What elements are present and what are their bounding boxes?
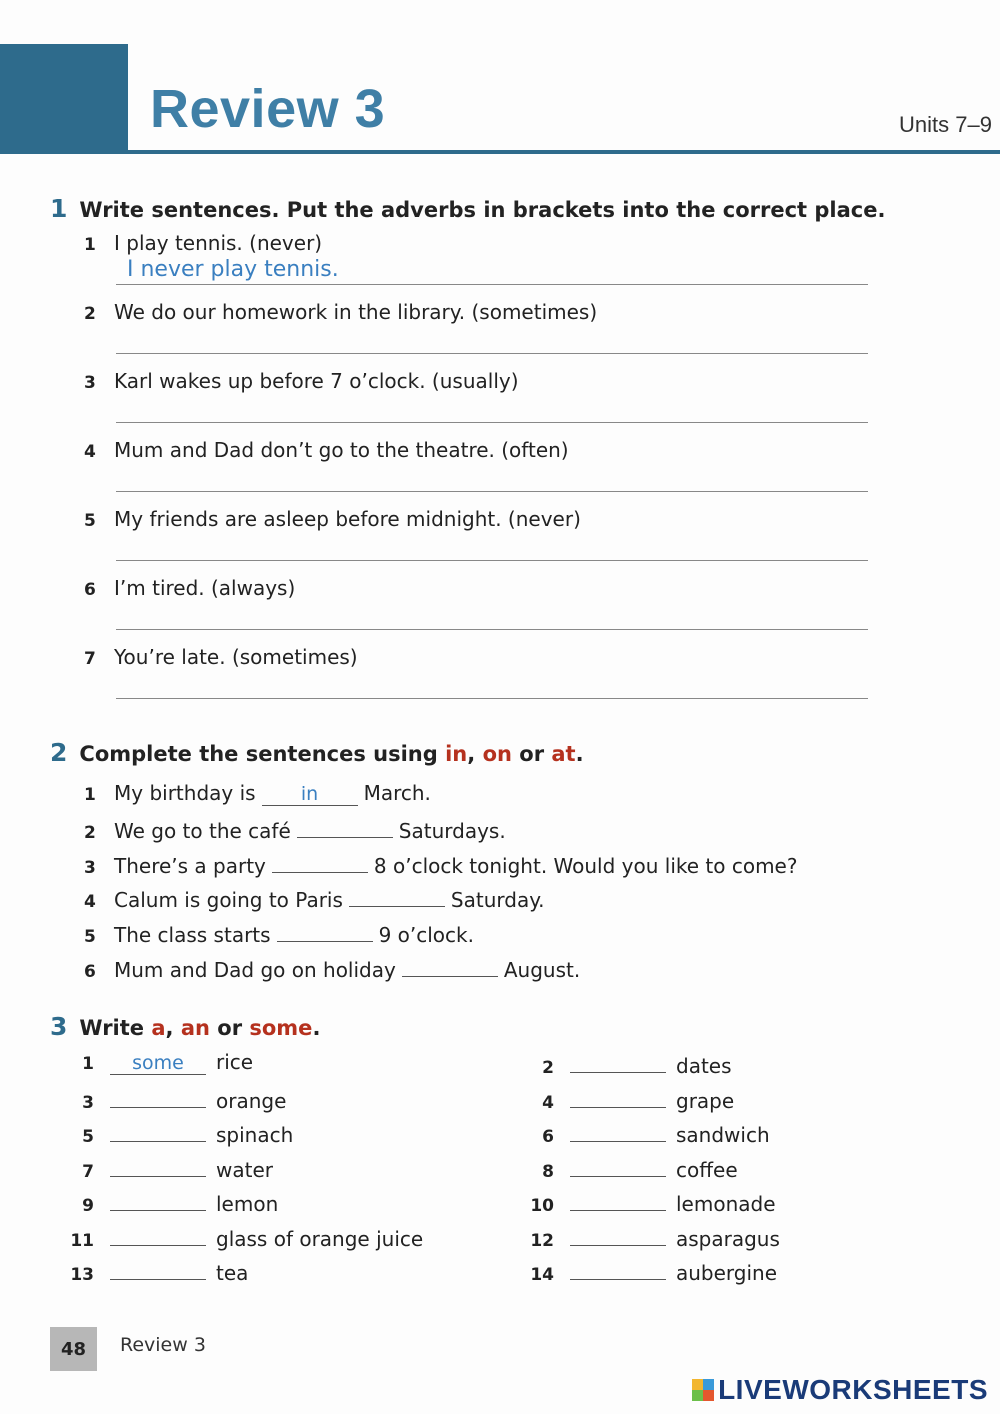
ex1-prompt: You’re late. (sometimes) <box>114 645 358 669</box>
ex3-item: 11 glass of orange juice <box>64 1223 423 1251</box>
ex1-answer-line-4[interactable] <box>116 491 868 492</box>
brand-name: LIVEWORKSHEETS <box>718 1374 988 1405</box>
ex1-item: 4 Mum and Dad don’t go to the theatre. (often) <box>84 438 569 462</box>
exercise-2-number: 2 <box>50 738 68 767</box>
ex1-answer-line-7[interactable] <box>116 698 868 699</box>
ex3-blank-5[interactable] <box>110 1119 206 1142</box>
ex2-item: 3 There’s a party 8 o’clock tonight. Would you like to come? <box>84 850 797 878</box>
ex1-item: 7 You’re late. (sometimes) <box>84 645 358 669</box>
ex1-item: 6 I’m tired. (always) <box>84 576 296 600</box>
ex3-item: 2 dates <box>524 1050 732 1078</box>
ex3-item: 4 grape <box>524 1085 734 1113</box>
header-divider <box>0 150 1000 154</box>
header-tab-block <box>0 44 128 150</box>
ex3-blank-12[interactable] <box>570 1223 666 1246</box>
units-label: Units 7–9 <box>899 112 992 137</box>
ex2-item: 5 The class starts 9 o’clock. <box>84 919 474 947</box>
ex3-item: 6 sandwich <box>524 1119 770 1147</box>
ex3-blank-2[interactable] <box>570 1050 666 1073</box>
ex1-answer-line-5[interactable] <box>116 560 868 561</box>
ex3-item: 7 water <box>64 1154 273 1182</box>
ex3-blank-14[interactable] <box>570 1257 666 1280</box>
ex3-blank-3[interactable] <box>110 1085 206 1108</box>
ex3-blank-1[interactable]: some <box>110 1052 206 1075</box>
ex3-blank-4[interactable] <box>570 1085 666 1108</box>
ex1-prompt: My friends are asleep before midnight. (never) <box>114 507 581 531</box>
exercise-1-number: 1 <box>50 194 68 223</box>
page-title: Review 3 <box>150 79 386 139</box>
ex1-item: 3 Karl wakes up before 7 o’clock. (usually) <box>84 369 519 393</box>
brand-logo[interactable] <box>692 1374 988 1406</box>
ex3-blank-8[interactable] <box>570 1154 666 1177</box>
ex1-item: 1 I play tennis. (never) <box>84 231 323 255</box>
ex2-blank-3[interactable] <box>272 850 368 873</box>
ex1-prompt: We do our homework in the library. (sometimes) <box>114 300 598 324</box>
exercise-3-heading: 3 Write a, an or some. <box>50 1012 321 1041</box>
ex2-blank-4[interactable] <box>349 884 445 907</box>
ex3-item: 14 aubergine <box>524 1257 777 1285</box>
ex1-answer-line-3[interactable] <box>116 422 868 423</box>
footer-label: Review 3 <box>120 1334 206 1356</box>
ex1-item: 5 My friends are asleep before midnight. (never) <box>84 507 581 531</box>
exercise-2-heading: 2 Complete the sentences using in, on or at. <box>50 738 584 767</box>
ex1-answer-line-2[interactable] <box>116 353 868 354</box>
ex1-item: 2 We do our homework in the library. (sometimes) <box>84 300 598 324</box>
ex1-prompt: Karl wakes up before 7 o’clock. (usually) <box>114 369 519 393</box>
ex1-prompt: I play tennis. (never) <box>114 231 323 255</box>
ex1-prompt: Mum and Dad don’t go to the theatre. (often) <box>114 438 569 462</box>
ex3-item: 9 lemon <box>64 1188 278 1216</box>
ex2-blank-1[interactable]: in <box>262 783 358 806</box>
ex3-item: 8 coffee <box>524 1154 738 1182</box>
liveworksheets-logo-icon <box>692 1379 714 1401</box>
ex3-item: 3 orange <box>64 1085 286 1113</box>
ex3-blank-7[interactable] <box>110 1154 206 1177</box>
ex2-item: 6 Mum and Dad go on holiday August. <box>84 954 580 982</box>
ex2-blank-5[interactable] <box>277 919 373 942</box>
ex3-item: 13 tea <box>64 1257 248 1285</box>
ex3-blank-11[interactable] <box>110 1223 206 1246</box>
ex2-blank-6[interactable] <box>402 954 498 977</box>
exercise-1-heading <box>50 194 885 223</box>
ex1-answer-line-1[interactable] <box>116 284 868 285</box>
exercise-3-number: 3 <box>50 1012 68 1041</box>
ex3-item: 12 asparagus <box>524 1223 780 1251</box>
ex2-item: 1 My birthday is in March. <box>84 781 431 805</box>
ex1-answer-line-6[interactable] <box>116 629 868 630</box>
ex3-item: 5 spinach <box>64 1119 293 1147</box>
ex3-blank-6[interactable] <box>570 1119 666 1142</box>
ex1-answer-1[interactable]: I never play tennis. <box>127 257 339 282</box>
ex2-item: 2 We go to the café Saturdays. <box>84 815 506 843</box>
ex3-blank-9[interactable] <box>110 1188 206 1211</box>
ex2-blank-2[interactable] <box>297 815 393 838</box>
ex3-item: 10 lemonade <box>524 1188 776 1216</box>
page-number: 48 <box>50 1327 97 1371</box>
ex2-item: 4 Calum is going to Paris Saturday. <box>84 884 545 912</box>
ex3-blank-13[interactable] <box>110 1257 206 1280</box>
ex3-blank-10[interactable] <box>570 1188 666 1211</box>
exercise-1-instruction: Write sentences. Put the adverbs in brackets into the correct place. <box>79 198 886 222</box>
ex1-prompt: I’m tired. (always) <box>114 576 296 600</box>
ex3-item: 1 some rice <box>82 1050 254 1074</box>
